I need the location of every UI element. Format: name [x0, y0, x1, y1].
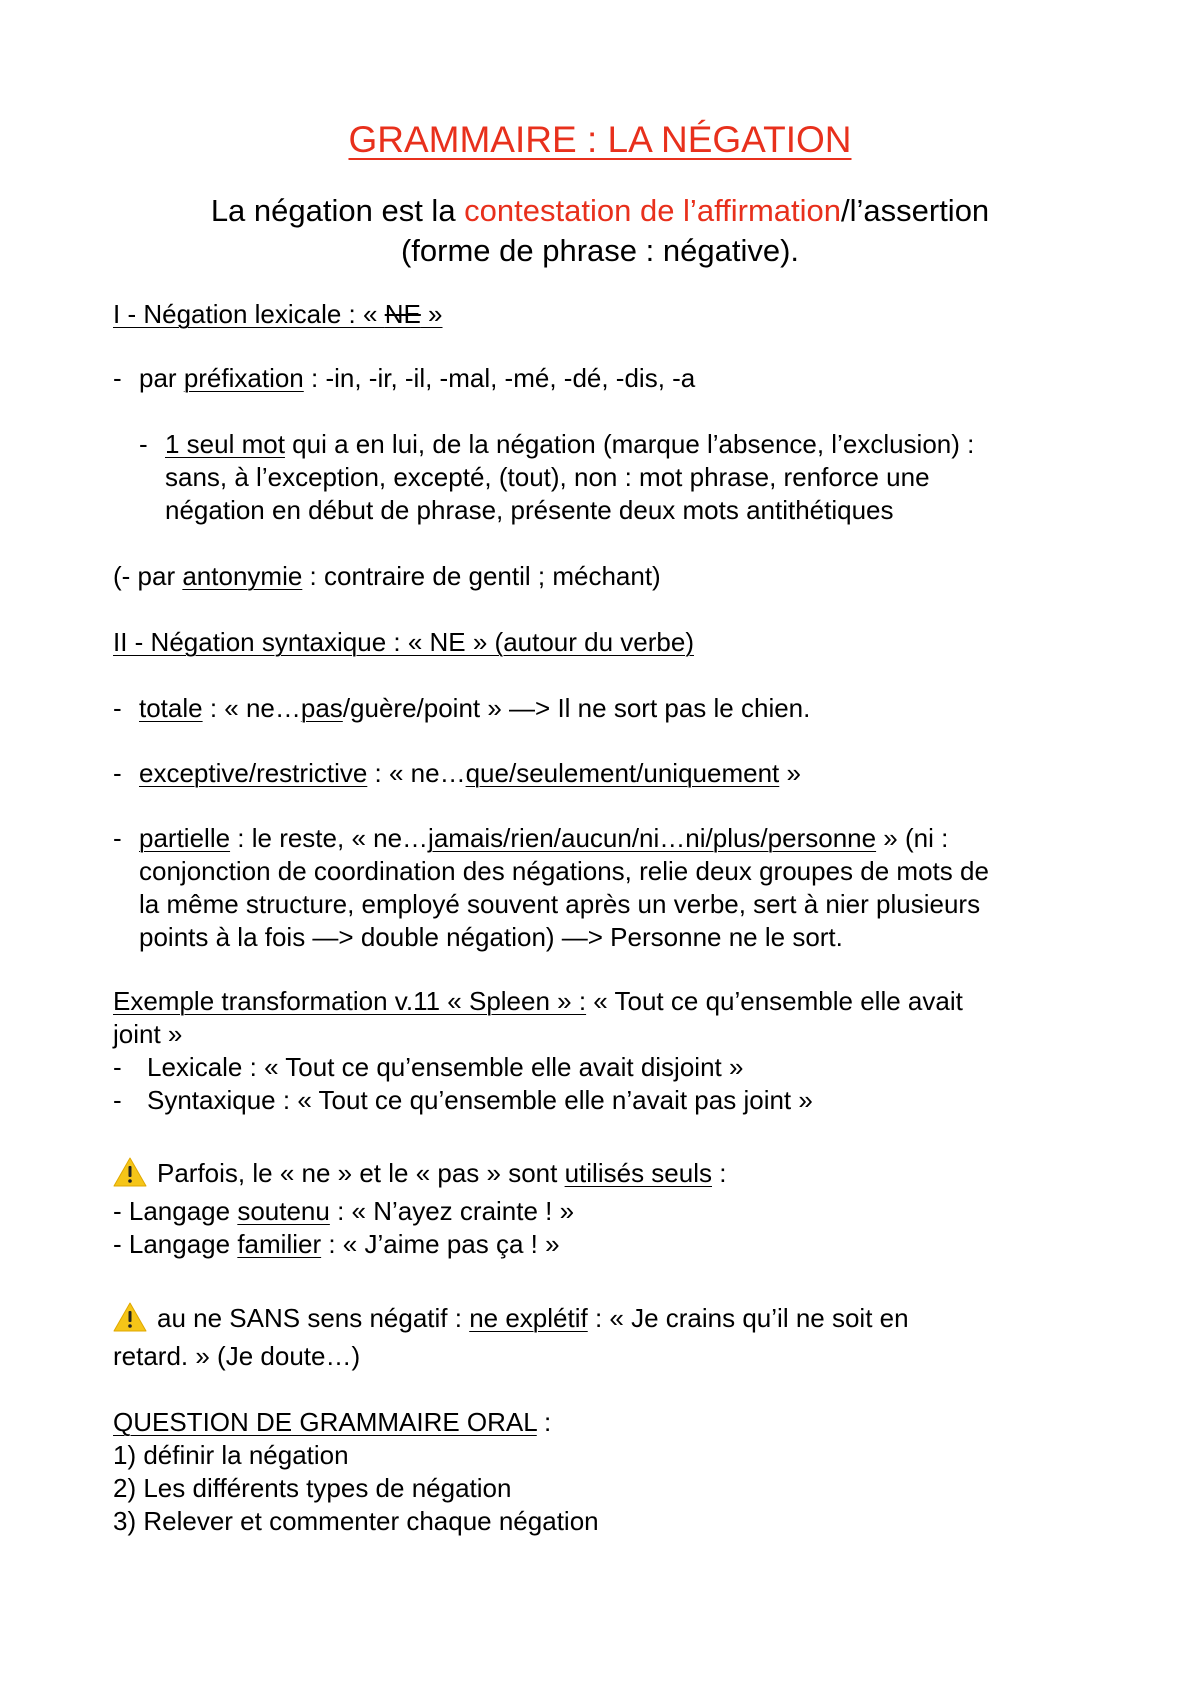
text: Parfois, le « ne » et le « pas » sont	[157, 1158, 565, 1188]
example-heading	[113, 985, 963, 1017]
text: : « ne…	[367, 758, 466, 788]
text: au ne SANS sens négatif :	[157, 1303, 470, 1333]
text: - Langage	[113, 1229, 238, 1259]
underlined-term: ne explétif	[469, 1303, 588, 1333]
warning-1-familier	[113, 1228, 560, 1260]
underlined-term: pas	[300, 693, 343, 723]
bullet-dash: -	[113, 823, 122, 853]
single-word-line-3: négation en début de phrase, présente deux mots antithétiques	[165, 495, 894, 525]
text: Lexicale : « Tout ce qu’ensemble elle avait disjoint »	[147, 1052, 744, 1082]
question-item-2: 2) Les différents types de négation	[113, 1473, 512, 1503]
intro-text-end: /l’assertion	[841, 193, 990, 228]
single-word-line-2: sans, à l’exception, excepté, (tout), non : mot phrase, renforce une	[165, 462, 930, 492]
question-item-3: 3) Relever et commenter chaque négation	[113, 1506, 599, 1536]
partielle-line-2: conjonction de coordination des négations, relie deux groupes de mots de	[139, 856, 989, 886]
underlined-term: QUESTION DE GRAMMAIRE ORAL	[113, 1407, 537, 1437]
section-2-heading: II - Négation syntaxique : « NE » (autour du verbe)	[113, 627, 694, 657]
warning-icon	[113, 1302, 147, 1332]
underlined-term: préfixation	[183, 363, 304, 393]
text: : contraire de gentil ; méchant)	[302, 561, 661, 591]
underlined-term: familier	[237, 1229, 322, 1259]
intro-text: La négation est la	[210, 193, 465, 228]
warning-icon	[113, 1157, 147, 1187]
bullet-dash: -	[113, 693, 122, 723]
warning-2-line	[113, 1302, 909, 1334]
text: »	[779, 758, 801, 788]
exceptive-line	[113, 757, 801, 789]
text: : « J’aime pas ça ! »	[321, 1229, 560, 1259]
question-heading	[113, 1406, 551, 1438]
totale-line	[113, 692, 810, 724]
intro-line-1	[0, 192, 1200, 230]
bullet-dash: -	[113, 363, 122, 393]
underlined-term: Exemple transformation v.11 « Spleen » :	[113, 986, 587, 1016]
text: : -in, -ir, -il, -mal, -mé, -dé, -dis, -a	[303, 363, 696, 393]
example-syntaxique	[113, 1084, 813, 1116]
antonymie-line	[113, 560, 661, 592]
partielle-line-3: la même structure, employé souvent après un verbe, sert à nier plusieurs	[139, 889, 981, 919]
bullet-dash: -	[139, 429, 148, 459]
underlined-term: que/seulement/uniquement	[465, 758, 780, 788]
warning-2-line-2: retard. » (Je doute…)	[113, 1341, 361, 1371]
intro-highlight: contestation de l’affirmation	[464, 193, 841, 228]
bullet-dash: -	[113, 758, 122, 788]
single-word-line	[139, 428, 974, 460]
underlined-term: soutenu	[237, 1196, 330, 1226]
section-1-heading-end: »	[420, 299, 443, 329]
underlined-term: antonymie	[182, 561, 303, 591]
text: - Langage	[113, 1196, 238, 1226]
underlined-term: partielle	[139, 823, 231, 853]
page-title: GRAMMAIRE : LA NÉGATION	[348, 119, 852, 160]
underlined-term: exceptive/restrictive	[139, 758, 368, 788]
underlined-term: totale	[139, 693, 203, 723]
text: : « Je crains qu’il ne soit en	[587, 1303, 909, 1333]
partielle-line	[113, 822, 948, 854]
text: (- par	[113, 561, 183, 591]
text: » (ni :	[876, 823, 949, 853]
partielle-line-4: points à la fois —> double négation) —> Personne ne le sort.	[139, 922, 843, 952]
text: Syntaxique : « Tout ce qu’ensemble elle n’avait pas joint »	[147, 1085, 813, 1115]
underlined-term: 1 seul mot	[165, 429, 285, 459]
section-1-struck-ne: NE	[384, 299, 421, 329]
question-item-1: 1) définir la négation	[113, 1440, 349, 1470]
text: par	[139, 363, 184, 393]
bullet-dash: -	[113, 1052, 122, 1082]
underlined-term: utilisés seuls	[564, 1158, 712, 1188]
example-lexicale	[113, 1051, 743, 1083]
text: /guère/point » —> Il ne sort pas le chien.	[342, 693, 811, 723]
warning-1-soutenu	[113, 1195, 574, 1227]
bullet-dash: -	[113, 1085, 122, 1115]
section-1-heading	[113, 298, 443, 330]
prefixation-line	[113, 362, 695, 394]
text: « Tout ce qu’ensemble elle avait	[586, 986, 963, 1016]
text: : « N’ayez crainte ! »	[329, 1196, 575, 1226]
text: :	[536, 1407, 552, 1437]
example-heading-2: joint »	[113, 1019, 183, 1049]
text: qui a en lui, de la négation (marque l’absence, l’exclusion) :	[284, 429, 975, 459]
text: : « ne…	[202, 693, 301, 723]
warning-1-line	[113, 1157, 726, 1189]
text: : le reste, « ne…	[230, 823, 429, 853]
underlined-term: jamais/rien/aucun/ni…ni/plus/personne	[428, 823, 877, 853]
intro-line-2: (forme de phrase : négative).	[400, 233, 800, 268]
section-1-heading-text: I - Négation lexicale : «	[113, 299, 385, 329]
text: :	[712, 1158, 727, 1188]
